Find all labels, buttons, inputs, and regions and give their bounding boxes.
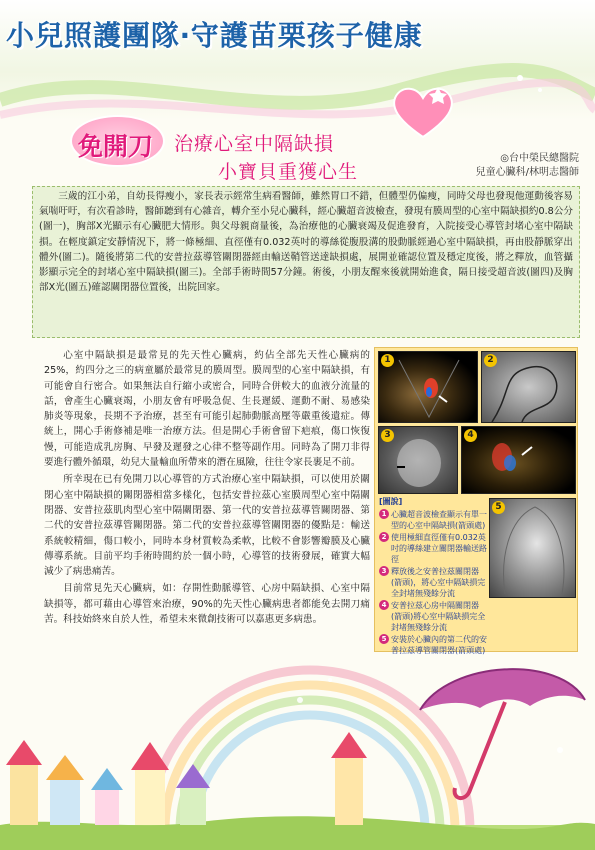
legend-text: 使用極細直徑僅有0.032英吋的導絲建立關閉器輸送路徑 xyxy=(391,533,487,564)
body-paragraph-1: 心室中隔缺損是最常見的先天性心臟病，約佔全部先天性心臟病的25%，約四分之三的病童屬於最常見的膜周型。膜周型的心室中隔缺損，有可能會自行密合。如果無法自行縮小或密合，同時合併較大的血液分流量的話，會產生心臟衰竭，小朋友會有呼吸急促、生長遲緩、運動不耐、易感染肺炎等現象，長期不予治療，甚至有可能引起肺動脈高壓等嚴重後遺症。傳統上，開心手術修補是唯一治療方法。但是開心手術會留下疤痕，傷口恢復慢，可能造成乳房胸、早發及遲發之心律不整等副作用。同時為了開刀非得要進行體外循環，幼兒大量輸血所帶來的潛在風險，往往令家長裹足不前。 xyxy=(44,350,370,469)
byline xyxy=(476,152,579,180)
heart-icon xyxy=(388,82,458,142)
title-line-1: 治療心室中隔缺損 xyxy=(174,133,335,155)
figure-panel xyxy=(374,347,578,655)
legend-number: 5 xyxy=(379,634,389,644)
legend-title: [圖說] xyxy=(379,497,403,506)
legend-text: 安裝於心臟內的第二代的安普拉茲導管關閉器(箭頭處) xyxy=(391,635,487,655)
legend-text: 安普拉茲心房中隔關閉器(箭頭)將心室中隔缺損完全封堵無殘餘分流 xyxy=(391,601,486,632)
title-badge xyxy=(70,115,165,167)
title-badge-text: 免開刀 xyxy=(78,132,154,161)
figure-4-echo-image xyxy=(461,426,576,494)
author-name: 兒童心臟科/林明志醫師 xyxy=(475,167,579,178)
figure-5-xray-image xyxy=(489,498,576,598)
doppler-overlay-icon xyxy=(462,427,576,494)
figure-number: 1 xyxy=(381,354,394,367)
legend-number: 4 xyxy=(379,600,389,610)
legend-item xyxy=(379,600,487,633)
page-banner-title: 小兒照護團隊‧守護苗栗孩子健康 xyxy=(6,19,423,52)
figure-3-angiogram-image xyxy=(378,426,458,494)
legend-text: 釋放後之安普拉茲關閉器(箭頭)，將心室中隔缺損完全封堵無殘餘分流 xyxy=(391,567,486,598)
figure-number: 5 xyxy=(492,501,505,514)
figure-legend xyxy=(379,496,487,657)
decorative-scene xyxy=(0,640,595,850)
legend-number: 2 xyxy=(379,532,389,542)
figure-number: 3 xyxy=(381,429,394,442)
doppler-overlay-icon xyxy=(379,352,478,423)
title-line-2: 小寶貝重獲心生 xyxy=(218,161,359,183)
body-paragraph-2: 所幸現在已有免開刀以心導管的方式治療心室中隔缺損，可以使用於關閉心室中隔缺損的關閉器相當多樣化，包括安普拉茲心室膜周型心室中隔關閉器、安普拉茲肌肉型心室中隔關閉器、第一代的安普拉茲導管關閉器、第二代的安普拉茲導管關閉器。第二代的安普拉茲導管關閉器的優點是：輸送系統較精細，傷口較小，同時本身材質較為柔軟，比較不會影響瓣膜及心臟傳導系統。目前平均手術時間約於一個小時，心導管的技術發展，確實大幅減少了病患痛苦。 xyxy=(44,474,370,578)
chest-outline-icon xyxy=(490,499,576,598)
body-paragraph-3: 目前常見先天心臟病，如：存開性動脈導管、心房中隔缺損、心室中隔缺損等，都可藉由心導管來治療，90%的先天性心臟病患者都能免去開刀痛苦。科技始終來自於人性，希望未來微創技術可以嘉惠更多病患。 xyxy=(44,583,370,626)
hospital-name: ◎台中榮民總醫院 xyxy=(500,153,579,164)
intro-box: 三歲的江小弟，自幼長得瘦小，家長表示經常生病看醫師，雖然胃口不錯，但體型仍偏瘦，同時父母也發現他運動後容易氣喘吁吁，有次看診時，醫師聽到有心雜音，轉介至小兒心臟科，經心臟超音波檢查，發現有膜周型的心室中隔缺損約0.8公分(圖一)，胸部X光顯示有心臟肥大情形。與父母親商量後，為治療他的心臟衰竭及促進發育，入院接受心導管封堵心室中隔缺損。在輕度鎮定安靜情況下，將一條極細、直徑僅有0.032英吋的導絲從腹股溝的股動脈經過心室中隔缺損，再由股靜脈穿出體外(圖二)。隨後將第二代的安普拉茲導管關閉器經由輸送鞘管送達缺損處，展開並確認位置及穩定度後，將之釋放，血管攝影顯示完全的封堵心室中隔缺損(圖三)。全部手術時間57分鐘。術後，小朋友醒來後就開始進食，隔日接受超音波(圖四)及胸部X光(圖五)確認關閉器位置後，出院回家。 xyxy=(32,186,580,338)
figure-1-echo-image xyxy=(378,351,478,423)
legend-number: 3 xyxy=(379,566,389,576)
legend-item xyxy=(379,566,487,599)
legend-text: 心臟超音波檢查顯示有單一型的心室中隔缺損(箭頭處) xyxy=(391,510,487,530)
legend-item xyxy=(379,532,487,565)
figure-number: 4 xyxy=(464,429,477,442)
figure-number: 2 xyxy=(484,354,497,367)
legend-item xyxy=(379,509,487,531)
legend-number: 1 xyxy=(379,509,389,519)
article-body xyxy=(44,348,370,629)
figure-2-xray-image xyxy=(481,351,576,423)
